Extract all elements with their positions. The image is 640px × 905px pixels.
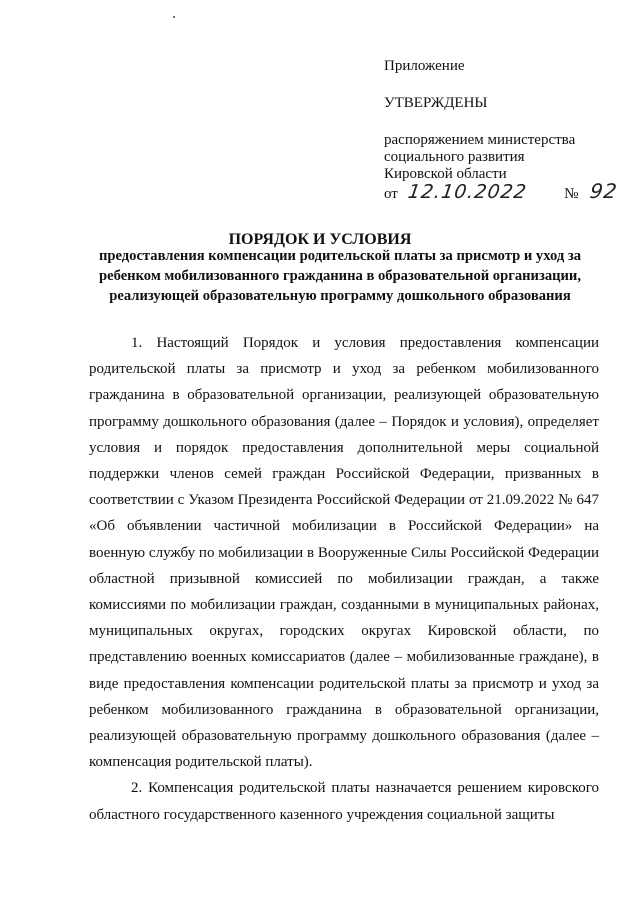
paragraph-2: 2. Компенсация родительской платы назначается решением кировского областного государственного казенного учреждения социальной защиты bbox=[89, 780, 599, 823]
approval-block bbox=[384, 58, 624, 203]
order-line-3: Кировской области bbox=[384, 166, 507, 182]
paragraph-1: 1. Настоящий Порядок и условия предоставления компенсации родительской платы за присмотр и уход за ребенком мобилизованного гражданина в образовательной организации, реализующей образовательную программу дошкольного образования (далее – Порядок и условия), определяет условия и порядок предоставления дополнительной меры социальной поддержки членов семей граждан Российской Федерации, призванных в соответствии с Указом Президента Российской Федерации от 21.09.2022 № 647 «Об объявлении частичной мобилизации в Российской Федерации» на военную службу по мобилизации в Вооруженные Силы Российской Федерации областной призывной комиссией по мобилизации граждан, а также комиссиями по мобилизации граждан, созданными в муниципальных районах, муниципальных округах, городских округах Кировской области, по представлению военных комиссариатов (далее – мобилизованные граждане), в виде предоставления компенсации родительской платы за присмотр и уход за ребенком мобилизованного гражданина в образовательной организации, реализующей образовательную программу дошкольного образования (далее – компенсация родительской платы). bbox=[89, 335, 599, 771]
document-body bbox=[89, 330, 599, 828]
approved-label: УТВЕРЖДЕНЫ bbox=[384, 95, 488, 111]
handwritten-date: 12.10.2022 bbox=[406, 181, 529, 203]
document-subtitle: предоставления компенсации родительской платы за присмотр и уход за ребенком мобилизованного гражданина в образовательной организации, реализующей образовательную программу дошкольного образования bbox=[98, 248, 582, 304]
order-line-1: распоряжением министерства bbox=[384, 132, 576, 148]
document-title: ПОРЯДОК И УСЛОВИЯ bbox=[228, 231, 412, 248]
order-line-2: социального развития bbox=[384, 149, 525, 165]
number-label: № bbox=[564, 186, 579, 202]
scan-speck bbox=[173, 16, 175, 18]
handwritten-number: 92 bbox=[588, 179, 620, 203]
appendix-label: Приложение bbox=[384, 58, 465, 74]
date-prefix: от bbox=[384, 186, 398, 202]
date-number-row bbox=[384, 179, 624, 203]
